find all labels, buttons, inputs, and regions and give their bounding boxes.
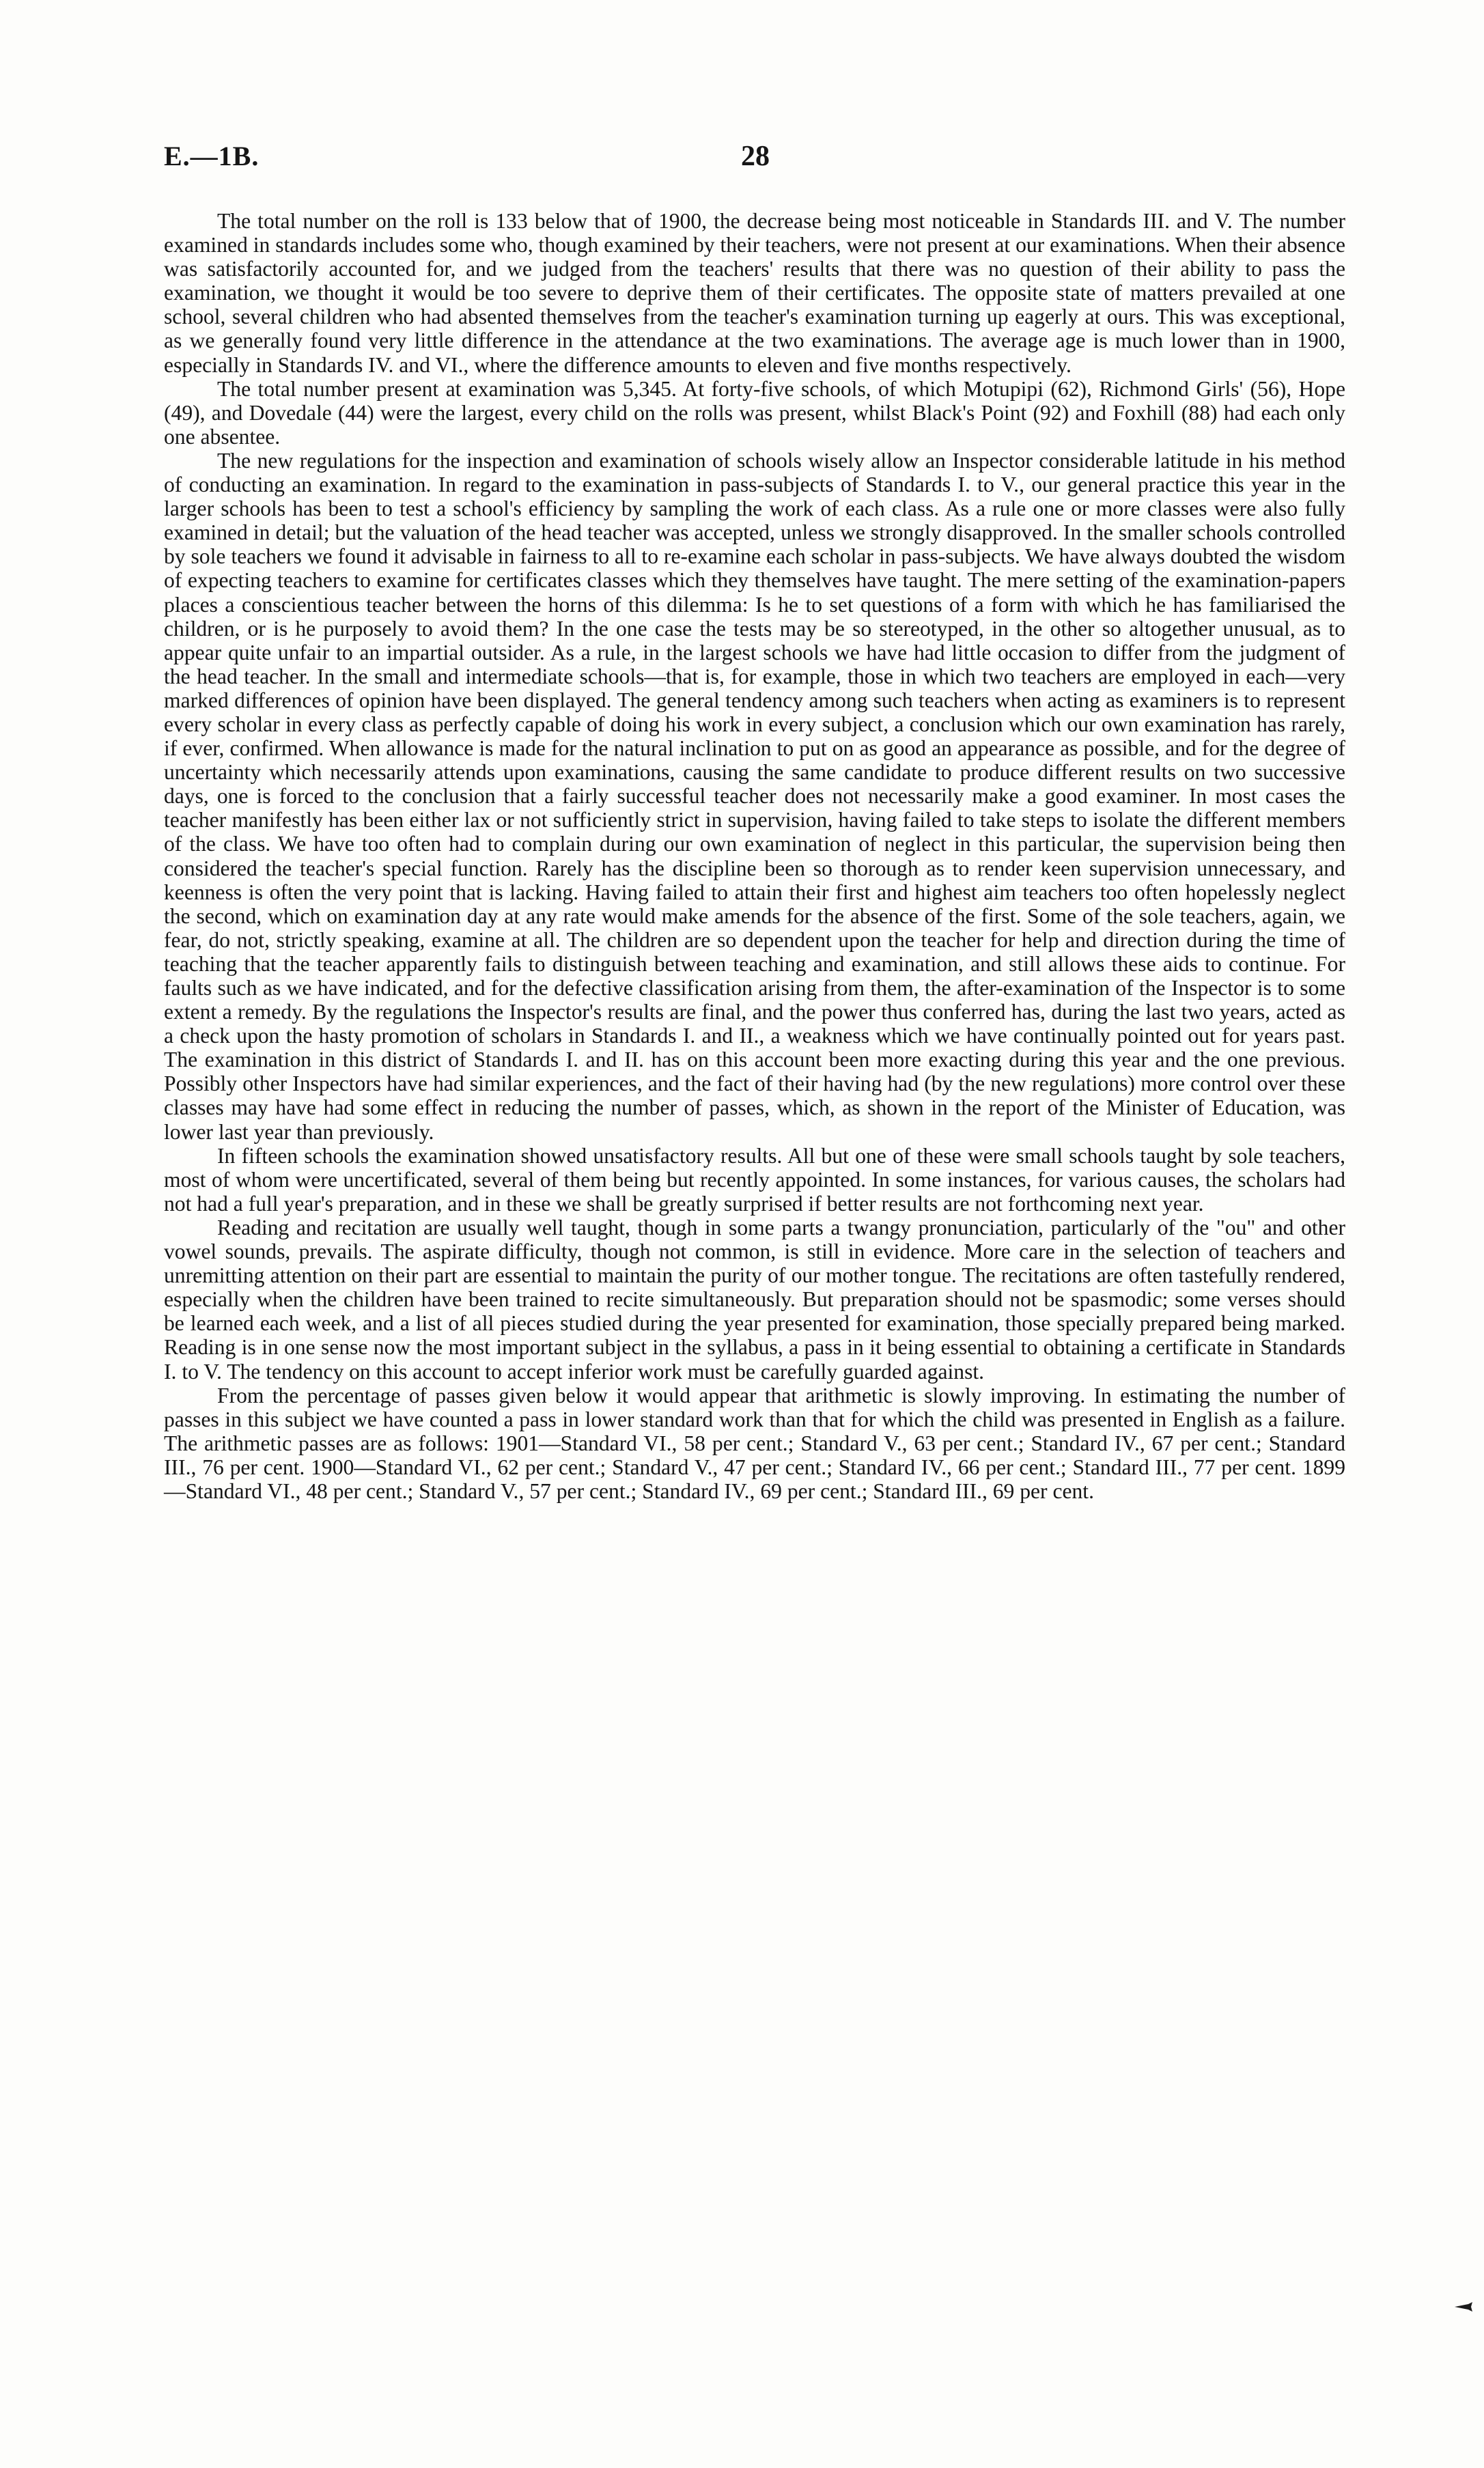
paragraph-roll-numbers: The total number on the roll is 133 below that of 1900, the decrease being most noticeable in Standards III. and V. The number examined in standards includes some who, though examined by their teachers, were not present at our examinations. When their absence was satisfactorily accounted for, and we judged from the teachers' results that there was no question of their ability to pass the examination, we thought it would be too severe to deprive them of their certificates. The opposite state of matters prevailed at one school, several children who had absented themselves from the teacher's examination turning up eagerly at ours. This was exceptional, as we generally found very little difference in the attendance at the two examinations. The average age is much lower than in 1900, especially in Standards IV. and VI., where the difference amounts to eleven and five months respectively. [164,209,1345,377]
page-number: 28 [741,141,770,172]
paragraph-arithmetic: From the percentage of passes given below it would appear that arithmetic is slowly improving. In estimating the number of passes in this subject we have counted a pass in lower standard work than that for which the child was presented in English as a failure. The arithmetic passes are as follows: 1901—Standard VI., 58 per cent.; Standard V., 63 per cent.; Standard IV., 67 per cent.; Standard III., 76 per cent. 1900—Standard VI., 62 per cent.; Standard V., 47 per cent.; Standard IV., 66 per cent.; Standard III., 77 per cent. 1899—Standard VI., 48 per cent.; Standard V., 57 per cent.; Standard IV., 69 per cent.; Standard III., 69 per cent. [164,1383,1345,1503]
document-code: E.—1B. [164,141,260,171]
paragraph-unsatisfactory-schools: In fifteen schools the examination showed unsatisfactory results. All but one of these were small schools taught by sole teachers, most of whom were uncertificated, several of them being but recently appointed. In some instances, for various causes, the scholars had not had a full year's preparation, and in these we shall be greatly surprised if better results are not forthcoming next year. [164,1143,1345,1216]
paragraph-reading-recitation: Reading and recitation are usually well taught, though in some parts a twangy pronunciation, particularly of the "ou" and other vowel sounds, prevails. The aspirate difficulty, though not common, is still in evidence. More care in the selection of teachers and unremitting attention on their part are essential to maintain the purity of our mother tongue. The recitations are often tastefully rendered, especially when the children have been trained to recite simultaneously. But preparation should not be spasmodic; some verses should be learned each week, and a list of all pieces studied during the year presented for examination, those specially prepared being marked. Reading is in one sense now the most important subject in the syllabus, a pass in it being essential to obtaining a certificate in Standards I. to V. The tendency on this account to accept inferior work must be carefully guarded against. [164,1215,1345,1384]
report-body [164,209,1345,1503]
paragraph-attendance: The total number present at examination was 5,345. At forty-five schools, of which Motupipi (62), Richmond Girls' (56), Hope (49), and Dovedale (44) were the largest, every child on the rolls was present, whilst Black's Point (92) and Foxhill (88) had each only one absentee. [164,376,1345,449]
paragraph-examination-method: The new regulations for the inspection and examination of schools wisely allow an Inspector considerable latitude in his method of conducting an examination. In regard to the examination in pass-subjects of Standards I. to V., our general practice this year in the larger schools has been to test a school's efficiency by sampling the work of each class. As a rule one or more classes were also fully examined in detail; but the valuation of the head teacher was accepted, unless we strongly disapproved. In the smaller schools controlled by sole teachers we found it advisable in fairness to all to re-examine each scholar in pass-subjects. We have always doubted the wisdom of expecting teachers to examine for certificates classes which they themselves have taught. The mere setting of the examination-papers places a conscientious teacher between the horns of this dilemma: Is he to set questions of a form with which he has familiarised the children, or is he purposely to avoid them? In the one case the tests may be so stereotyped, in the other so altogether unusual, as to appear quite unfair to an impartial outsider. As a rule, in the largest schools we have had little occasion to differ from the judgment of the head teacher. In the small and intermediate schools—that is, for example, those in which two teachers are employed in each—very marked differences of opinion have been displayed. The general tendency among such teachers when acting as examiners is to represent every scholar in every class as perfectly capable of doing his work in every subject, a conclusion which our own examination has rarely, if ever, confirmed. When allowance is made for the natural inclination to put on as good an appearance as possible, and for the degree of uncertainty which necessarily attends upon examinations, causing the same candidate to produce different results on two successive days, one is forced to the conclusion that a fairly successful teacher does not necessarily make a good examiner. In most cases the teacher manifestly has been either lax or not sufficiently strict in supervision, having failed to take steps to isolate the different members of the class. We have too often had to complain during our own examination of neglect in this particular, the supervision being then considered the teacher's special function. Rarely has the discipline been so thorough as to render keen supervision unnecessary, and keenness is often the very point that is lacking. Having failed to attain their first and highest aim teachers too often hopelessly neglect the second, which on examination day at any rate would make amends for the absence of the first. Some of the sole teachers, again, we fear, do not, strictly speaking, examine at all. The children are so dependent upon the teacher for help and direction during the time of teaching that the teacher apparently fails to distinguish between teaching and examination, and still allows these aids to continue. For faults such as we have indicated, and for the defective classification arising from them, the after-examination of the Inspector is to some extent a remedy. By the regulations the Inspector's results are final, and the power thus conferred has, during the last two years, acted as a check upon the hasty promotion of scholars in Standards I. and II., a weakness which we have continually pointed out for years past. The examination in this district of Standards I. and II. has on this account been more exacting during this year and the one previous. Possibly other Inspectors have had similar experiences, and the fact of their having had (by the new regulations) more control over these classes may have had some effect in reducing the number of passes, which, as shown in the report of the Minister of Education, was lower last year than previously. [164,448,1345,1144]
page-header [164,140,1352,181]
margin-arrow-icon [1453,2301,1474,2312]
